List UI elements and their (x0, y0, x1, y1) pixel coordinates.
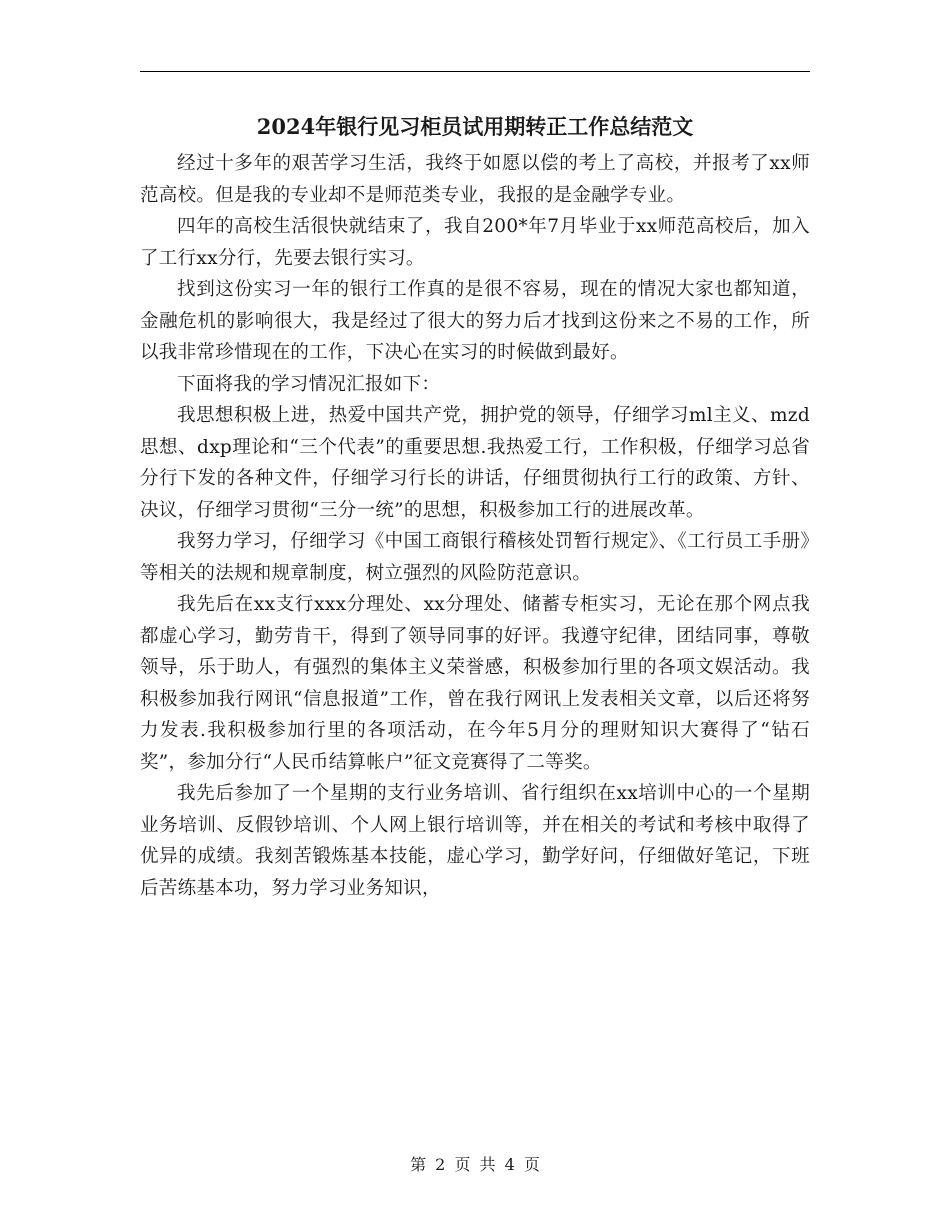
paragraph: 找到这份实习一年的银行工作真的是很不容易，现在的情况大家也都知道，金融危机的影响很大，我是经过了很大的努力后才找到这份来之不易的工作，所以我非常珍惜现在的工作，下决心在实习的时候做到最好。 (140, 279, 810, 363)
document-title: 2024年银行见习柜员试用期转正工作总结范文 (256, 114, 694, 139)
paragraph: 四年的高校生活很快就结束了，我自200*年7月毕业于xx师范高校后，加入了工行xx分行，先要去银行实习。 (140, 216, 810, 269)
header-rule (140, 71, 810, 72)
paragraph: 我先后参加了一个星期的支行业务培训、省行组织在xx培训中心的一个星期业务培训、反假钞培训、个人网上银行培训等，并在相关的考试和考核中取得了优异的成绩。我刻苦锻炼基本技能，虚心学习，勤学好问，仔细做好笔记，下班后苦练基本功，努力学习业务知识， (140, 783, 810, 899)
paragraph: 我思想积极上进，热爱中国共产党，拥护党的领导，仔细学习ml主义、mzd思想、dxp理论和“三个代表”的重要思想.我热爱工行，工作积极，仔细学习总省分行下发的各种文件，仔细学习行长的讲话，仔细贯彻执行工行的政策、方针、决议，仔细学习贯彻“三分一统”的思想，积极参加工行的进展改革。 (140, 405, 810, 521)
paragraph: 我先后在xx支行xxx分理处、xx分理处、储蓄专柜实习，无论在那个网点我都虚心学习，勤劳肯干，得到了领导同事的好评。我遵守纪律，团结同事，尊敬领导，乐于助人，有强烈的集体主义荣誉感，积极参加行里的各项文娱活动。我积极参加我行网讯“信息报道”工作，曾在我行网讯上发表相关文章，以后还将努力发表.我积极参加行里的各项活动，在今年5月分的理财知识大赛得了“钻石奖”，参加分行“人民币结算帐户”征文竞赛得了二等奖。 (140, 594, 810, 773)
document-body (140, 148, 810, 904)
page-number-footer: 第 2 页 共 4 页 (410, 1155, 540, 1174)
paragraph: 经过十多年的艰苦学习生活，我终于如愿以偿的考上了高校，并报考了xx师范高校。但是我的专业却不是师范类专业，我报的是金融学专业。 (140, 153, 810, 206)
paragraph: 下面将我的学习情况汇报如下： (177, 373, 441, 395)
paragraph: 我努力学习，仔细学习《中国工商银行稽核处罚暂行规定》、《工行员工手册》等相关的法规和规章制度，树立强烈的风险防范意识。 (140, 531, 810, 584)
